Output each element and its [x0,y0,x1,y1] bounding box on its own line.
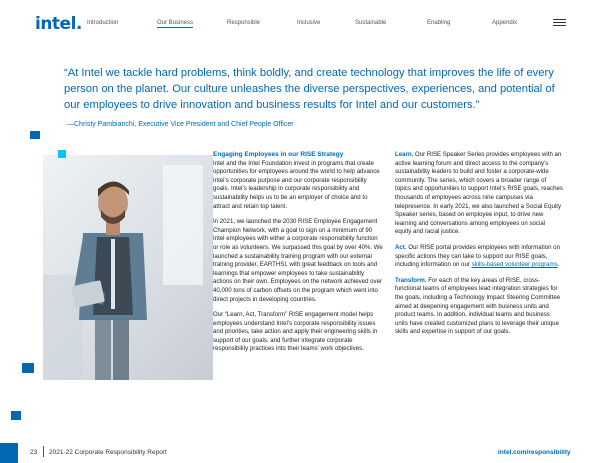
paragraph: In 2021, we launched the 2030 RISE Employee Engagement Champion Network, with a goal to sign on a minimum of 90 Intel employees with either a corporate responsibility function or role as volunteers. We surpassed this goal by over 40%. We launched a sustainability training program with our external training provider, EARTHSI, with great feedback on tools and learnings that empower employees to take sustainability actions on their own. Employees on the network achieved over 40,000 tons of carbon offsets on the program which went into direct projects in developing countries. [213,218,383,303]
responsibility-link[interactable]: intel.com/responsibility [498,449,571,456]
hamburger-menu-icon[interactable] [553,19,566,27]
decorative-square [58,150,66,158]
decorative-square [30,131,40,139]
transform-paragraph [395,277,563,337]
page-number: 23 [30,449,38,456]
nav-item-enabling[interactable]: Enabling [427,20,451,26]
footer-divider [43,446,44,457]
decorative-square [11,411,21,420]
act-label: Act. [395,243,407,251]
intel-logo[interactable]: intel. [35,14,82,34]
act-paragraph [395,244,563,270]
nav-item-sustainable[interactable]: Sustainable [355,20,387,26]
nav-item-inclusive[interactable]: Inclusive [297,20,321,26]
paragraph: Our “Learn, Act, Transform” RISE engagement model helps employees understand Intel’s corporate responsibility issues and priorities, take action and apply their engineering skills in support of our goals, and further integrate corporate responsibility practices into their teams’ work objectives. [213,311,378,353]
report-title: 2021-22 Corporate Responsibility Report [49,449,167,456]
section-heading: Engaging Employees in our RISE Strategy [213,151,344,158]
decorative-square [22,363,34,373]
transform-label: Transform. [395,276,427,284]
act-text: Our RISE portal provides employees with information on specific actions they can take to support our RISE goals, including information on our [395,243,560,269]
employee-photo [43,155,213,380]
quote-attribution: —Christy Pambianchi, Executive Vice President and Chief People Officer [67,121,294,128]
nav-item-responsible[interactable]: Responsible [227,20,261,26]
footer-accent-bar [0,443,18,463]
executive-quote: “At Intel we tackle hard problems, think boldly, and create technology that improves the life of every person on the planet. Our culture unleashes the diverse perspectives, experiences, and potential of our employees to drive innovation and business results for Intel and our customers.” [64,67,555,111]
person-illustration [43,155,213,380]
learn-paragraph [395,151,563,237]
learn-label: Learn. [395,151,414,158]
learn-text: Our RISE Speaker Series provides employees with an active learning forum and direct access to the company’s sustainability leaders to build and foster a corporate-wide community. The series, which covers a broader range of topics and opportunities to support Intel’s RISE goals, reaches thousands of employees across nine campuses via telepresence. In early 2021, we also launched a Social Equity Speaker series, based on employee input, to drive new learning and conversations among employees on social equity and racial justice. [395,151,563,236]
nav-item-appendix[interactable]: Appendix [492,20,518,26]
article-column-right [395,151,563,344]
nav-item-introduction[interactable]: Introduction [87,20,119,26]
volunteer-programs-link[interactable]: skills-based volunteer programs [471,261,558,269]
nav-item-our-business[interactable]: Our Business [157,20,194,26]
act-end: . [557,261,560,269]
transform-text: For each of the key areas of RISE, cross-functional teams of employees lead integration strategies for the goals, including a Technology Impact Steering Committee aimed at deepening engagement with business units and product teams. In addition, individual teams and business units have created customized plans to leverage their unique skills and expertise in support of our goals. [395,276,561,336]
paragraph: Intel and the Intel Foundation invest in programs that create opportunities for employees around the world to help advance Intel’s corporate purpose and our corporate responsibility goals. Intel’s leadership in corporate responsibility and sustainability helps us to be an employer of choice and to attract and retain top talent. [213,159,380,210]
article-column-left [213,151,383,361]
